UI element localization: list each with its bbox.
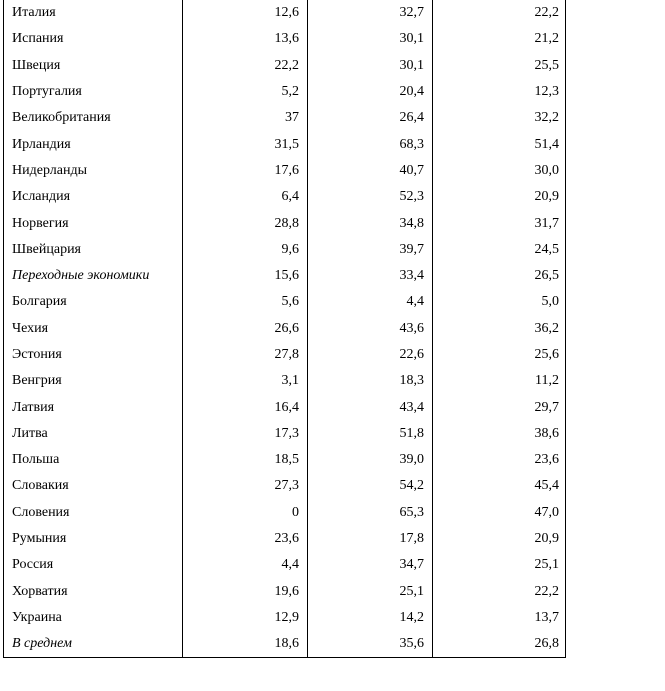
country-cell: Словакия xyxy=(4,473,183,499)
table-row xyxy=(4,526,566,552)
table-row xyxy=(4,105,566,131)
value-cell-2: 39,0 xyxy=(308,447,433,473)
value-cell-1: 15,6 xyxy=(183,263,308,289)
value-cell-3: 25,1 xyxy=(433,552,566,578)
table-row xyxy=(4,210,566,236)
country-cell: Испания xyxy=(4,26,183,52)
value-cell-2: 34,8 xyxy=(308,210,433,236)
country-cell: Хорватия xyxy=(4,579,183,605)
value-cell-3: 25,5 xyxy=(433,53,566,79)
value-cell-1: 27,8 xyxy=(183,342,308,368)
value-cell-1: 17,6 xyxy=(183,158,308,184)
table-body xyxy=(4,0,566,658)
table-row xyxy=(4,289,566,315)
value-cell-2: 25,1 xyxy=(308,579,433,605)
value-cell-1: 9,6 xyxy=(183,237,308,263)
value-cell-1: 5,2 xyxy=(183,79,308,105)
country-cell: Россия xyxy=(4,552,183,578)
value-cell-2: 43,4 xyxy=(308,394,433,420)
value-cell-1: 28,8 xyxy=(183,210,308,236)
value-cell-2: 68,3 xyxy=(308,131,433,157)
value-cell-1: 5,6 xyxy=(183,289,308,315)
value-cell-2: 18,3 xyxy=(308,368,433,394)
value-cell-3: 22,2 xyxy=(433,0,566,26)
value-cell-3: 32,2 xyxy=(433,105,566,131)
value-cell-3: 11,2 xyxy=(433,368,566,394)
country-cell: Украина xyxy=(4,605,183,631)
country-cell: Польша xyxy=(4,447,183,473)
value-cell-2: 20,4 xyxy=(308,79,433,105)
country-cell: Великобритания xyxy=(4,105,183,131)
country-cell: Латвия xyxy=(4,394,183,420)
value-cell-3: 38,6 xyxy=(433,421,566,447)
table-row xyxy=(4,237,566,263)
value-cell-1: 27,3 xyxy=(183,473,308,499)
value-cell-3: 23,6 xyxy=(433,447,566,473)
value-cell-3: 24,5 xyxy=(433,237,566,263)
value-cell-1: 16,4 xyxy=(183,394,308,420)
value-cell-2: 32,7 xyxy=(308,0,433,26)
value-cell-3: 20,9 xyxy=(433,526,566,552)
value-cell-3: 21,2 xyxy=(433,26,566,52)
table-row xyxy=(4,79,566,105)
value-cell-2: 54,2 xyxy=(308,473,433,499)
value-cell-2: 30,1 xyxy=(308,26,433,52)
value-cell-2: 30,1 xyxy=(308,53,433,79)
table-row xyxy=(4,26,566,52)
value-cell-2: 43,6 xyxy=(308,316,433,342)
country-cell: Швейцария xyxy=(4,237,183,263)
value-cell-3: 12,3 xyxy=(433,79,566,105)
value-cell-1: 22,2 xyxy=(183,53,308,79)
data-table xyxy=(3,0,566,658)
table-row xyxy=(4,605,566,631)
table-row xyxy=(4,131,566,157)
table-row xyxy=(4,579,566,605)
table-row xyxy=(4,316,566,342)
value-cell-1: 37 xyxy=(183,105,308,131)
value-cell-1: 6,4 xyxy=(183,184,308,210)
value-cell-1: 17,3 xyxy=(183,421,308,447)
table-row xyxy=(4,552,566,578)
value-cell-1: 0 xyxy=(183,500,308,526)
table-row xyxy=(4,53,566,79)
value-cell-2: 26,4 xyxy=(308,105,433,131)
table-row xyxy=(4,421,566,447)
table-row xyxy=(4,158,566,184)
table-row xyxy=(4,447,566,473)
value-cell-3: 20,9 xyxy=(433,184,566,210)
country-cell: Швеция xyxy=(4,53,183,79)
table-row xyxy=(4,184,566,210)
value-cell-1: 12,6 xyxy=(183,0,308,26)
value-cell-3: 26,8 xyxy=(433,631,566,658)
country-cell: Чехия xyxy=(4,316,183,342)
table-row xyxy=(4,394,566,420)
value-cell-1: 12,9 xyxy=(183,605,308,631)
country-cell: В среднем xyxy=(4,631,183,658)
value-cell-2: 40,7 xyxy=(308,158,433,184)
country-cell: Португалия xyxy=(4,79,183,105)
value-cell-1: 3,1 xyxy=(183,368,308,394)
value-cell-2: 35,6 xyxy=(308,631,433,658)
country-cell: Литва xyxy=(4,421,183,447)
value-cell-1: 19,6 xyxy=(183,579,308,605)
country-cell: Италия xyxy=(4,0,183,26)
country-cell: Словения xyxy=(4,500,183,526)
value-cell-1: 18,5 xyxy=(183,447,308,473)
value-cell-3: 13,7 xyxy=(433,605,566,631)
value-cell-3: 45,4 xyxy=(433,473,566,499)
value-cell-2: 33,4 xyxy=(308,263,433,289)
country-cell: Исландия xyxy=(4,184,183,210)
value-cell-1: 26,6 xyxy=(183,316,308,342)
country-cell: Румыния xyxy=(4,526,183,552)
value-cell-3: 36,2 xyxy=(433,316,566,342)
value-cell-1: 23,6 xyxy=(183,526,308,552)
table-row xyxy=(4,0,566,26)
value-cell-2: 22,6 xyxy=(308,342,433,368)
table-row xyxy=(4,500,566,526)
value-cell-2: 65,3 xyxy=(308,500,433,526)
value-cell-1: 18,6 xyxy=(183,631,308,658)
value-cell-3: 5,0 xyxy=(433,289,566,315)
country-cell: Переходные экономики xyxy=(4,263,183,289)
value-cell-2: 34,7 xyxy=(308,552,433,578)
value-cell-2: 17,8 xyxy=(308,526,433,552)
value-cell-3: 26,5 xyxy=(433,263,566,289)
table-row xyxy=(4,342,566,368)
country-cell: Нидерланды xyxy=(4,158,183,184)
value-cell-2: 39,7 xyxy=(308,237,433,263)
value-cell-1: 4,4 xyxy=(183,552,308,578)
value-cell-3: 22,2 xyxy=(433,579,566,605)
value-cell-2: 14,2 xyxy=(308,605,433,631)
country-cell: Венгрия xyxy=(4,368,183,394)
value-cell-3: 31,7 xyxy=(433,210,566,236)
table-row xyxy=(4,631,566,658)
table-row xyxy=(4,473,566,499)
value-cell-3: 30,0 xyxy=(433,158,566,184)
country-cell: Ирландия xyxy=(4,131,183,157)
value-cell-3: 51,4 xyxy=(433,131,566,157)
country-cell: Болгария xyxy=(4,289,183,315)
value-cell-3: 25,6 xyxy=(433,342,566,368)
country-cell: Эстония xyxy=(4,342,183,368)
table-row xyxy=(4,368,566,394)
value-cell-1: 31,5 xyxy=(183,131,308,157)
value-cell-2: 51,8 xyxy=(308,421,433,447)
value-cell-3: 47,0 xyxy=(433,500,566,526)
value-cell-3: 29,7 xyxy=(433,394,566,420)
value-cell-2: 4,4 xyxy=(308,289,433,315)
value-cell-2: 52,3 xyxy=(308,184,433,210)
value-cell-1: 13,6 xyxy=(183,26,308,52)
country-cell: Норвегия xyxy=(4,210,183,236)
table-row xyxy=(4,263,566,289)
